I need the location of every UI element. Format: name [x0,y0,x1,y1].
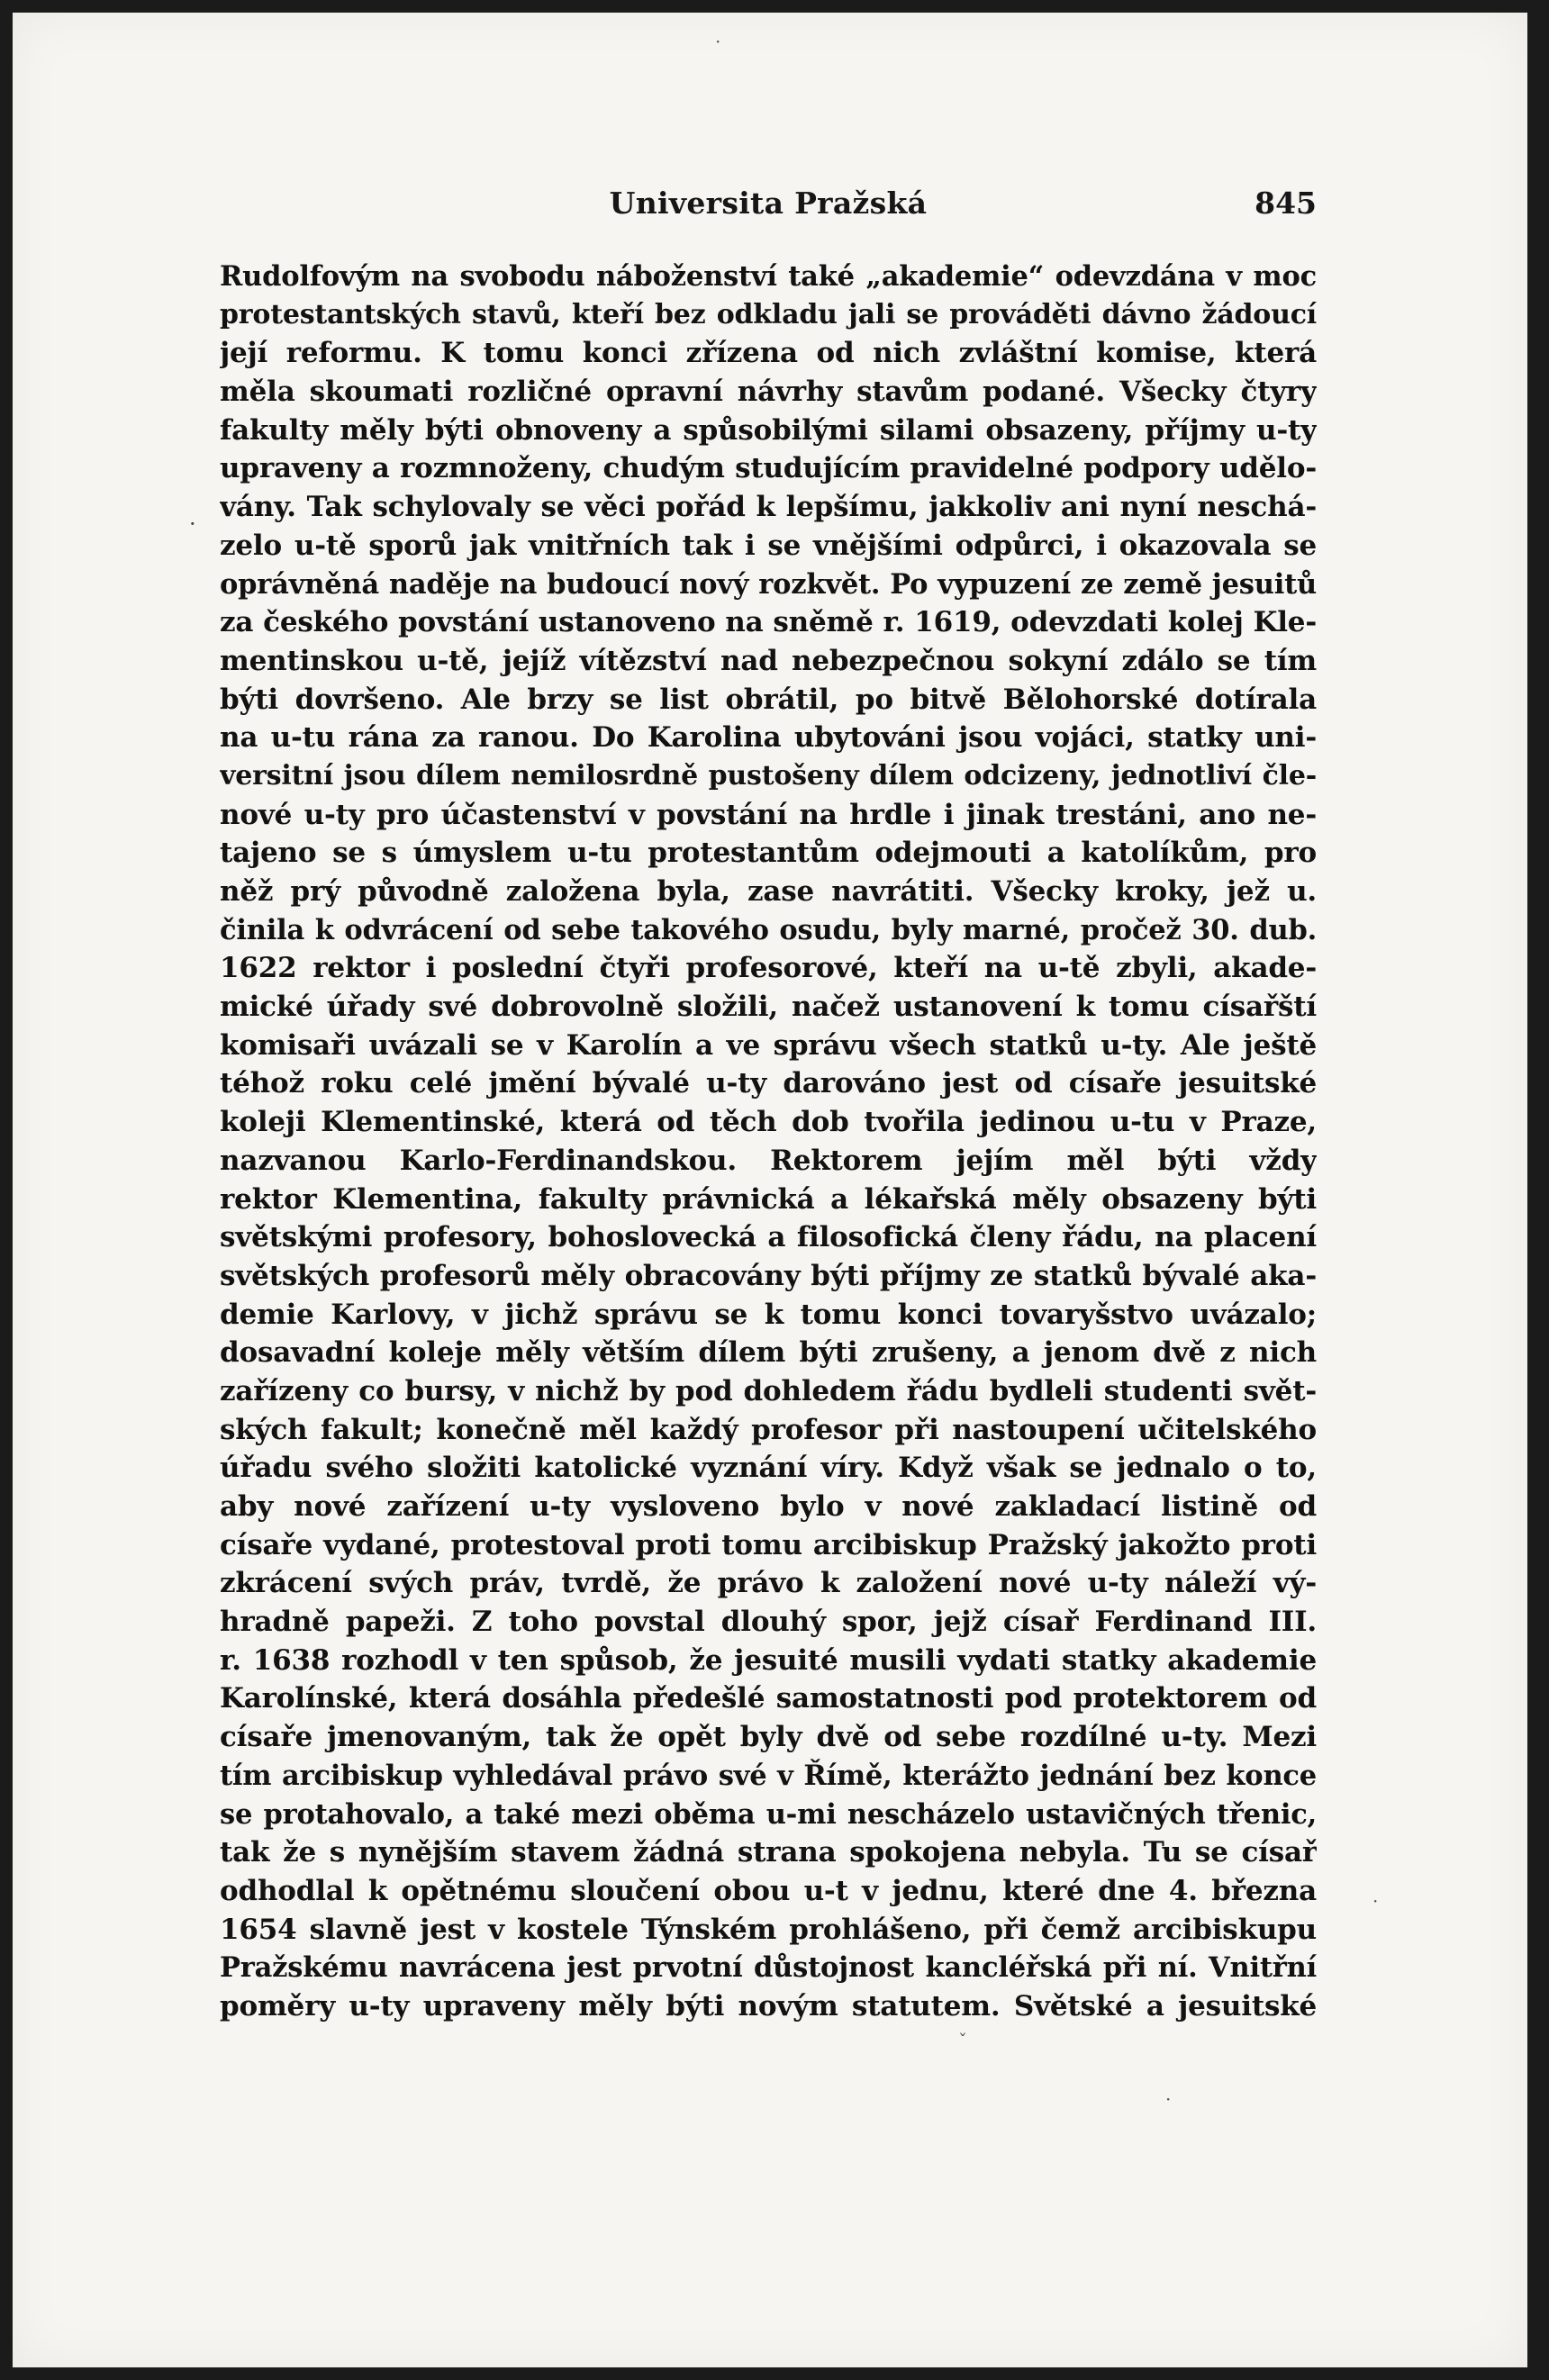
text-line: 1622 rektor i poslední čtyři profesorové, kteří na u-tě zbyli, akade- [220,952,1317,985]
text-line: její reformu. K tomu konci zřízena od nich zvláštní komise, která [220,337,1317,370]
running-title: Universita Pražská [609,186,928,221]
text-line: mické úřady své dobrovolně složili, načež ustanovení k tomu císařští [220,991,1317,1024]
text-line: Karolínské, která dosáhla předešlé samostatnosti pod protektorem od [220,1682,1317,1715]
text-line: na u-tu rána za ranou. Do Karolina ubytováni jsou vojáci, statky uni- [220,721,1317,755]
text-line: býti dovršeno. Ale brzy se list obrátil, po bitvě Bělohorské dotírala [220,683,1317,716]
text-line: tajeno se s úmyslem u-tu protestantům odejmouti a katolíkům, pro [220,837,1317,870]
text-line: hradně papeži. Z toho povstal dlouhý spor, jejž císař Ferdinand III. [220,1606,1317,1639]
text-line: nové u-ty pro účastenství v povstání na hrdle i jinak trestáni, ano ne- [220,798,1317,831]
paper-speck: · [1372,1890,1379,1912]
text-line: nazvanou Karlo-Ferdinandskou. Rektorem jejím měl býti vždy [220,1144,1317,1177]
page-number: 845 [1255,186,1317,221]
page-header [220,186,1317,222]
margin-mark: · [189,511,196,537]
paper-speck: · [1165,2088,1172,2110]
text-line: úřadu svého složiti katolické vyznání víry. Když však se jednalo o to, [220,1452,1317,1485]
text-line: odhodlal k opětnému sloučení obou u-t v jednu, které dne 4. března [220,1874,1317,1907]
text-line: r. 1638 rozhodl v ten spůsob, že jesuité musili vydati statky akademie [220,1643,1317,1677]
text-line: Pražskému navrácena jest prvotní důstojnost kancléřská při ní. Vnitřní [220,1951,1317,1985]
text-line: téhož roku celé jmění bývalé u-ty darováno jest od císaře jesuitské [220,1067,1317,1100]
body-text [220,258,1317,2026]
text-line: se protahovalo, a také mezi oběma u-mi nescházelo ustavičných třenic, [220,1797,1317,1831]
text-line: světskými profesory, bohoslovecká a filosofická členy řádu, na placení [220,1221,1317,1254]
text-line: mentinskou u-tě, jejíž vítězství nad nebezpečnou sokyní zdálo se tím [220,644,1317,677]
text-line: oprávněná naděje na budoucí nový rozkvět. Po vypuzení ze země jesuitů [220,567,1317,601]
text-line: aby nové zařízení u-ty vysloveno bylo v nové zakladací listině od [220,1490,1317,1523]
text-line: fakulty měly býti obnoveny a spůsobilými silami obsazeny, příjmy u-ty [220,413,1317,447]
text-line: Rudolfovým na svobodu náboženství také „akademie“ odevzdána v moc [220,260,1317,293]
text-line: vány. Tak schylovaly se věci pořád k lepšímu, jakkoliv ani nyní neschá- [220,491,1317,524]
text-line: ských fakult; konečně měl každý profesor při nastoupení učitelského [220,1413,1317,1446]
text-line: komisaři uvázali se v Karolín a ve správu všech statků u-ty. Ale ještě [220,1028,1317,1062]
text-line: měla skoumati rozličné opravní návrhy stavům podané. Všecky čtyry [220,376,1317,409]
text-line: císaře jmenovaným, tak že opět byly dvě od sebe rozdílné u-ty. Mezi [220,1721,1317,1754]
text-line: něž prý původně založena byla, zase navrátiti. Všecky kroky, jež u. [220,875,1317,908]
text-line: koleji Klementinské, která od těch dob tvořila jedinou u-tu v Praze, [220,1106,1317,1139]
text-line: zelo u-tě sporů jak vnitřních tak i se vnějšími odpůrci, i okazovala se [220,529,1317,562]
paper-speck: ˇ [958,2030,967,2051]
text-line: činila k odvrácení od sebe takového osudu, byly marné, pročež 30. dub. [220,913,1317,946]
text-line: poměry u-ty upraveny měly býti novým statutem. Světské a jesuitské [220,1989,1317,2023]
text-line: zařízeny co bursy, v nichž by pod dohledem řádu bydleli studenti svět- [220,1374,1317,1407]
text-line: za českého povstání ustanoveno na sněmě r. 1619, odevzdati kolej Kle- [220,606,1317,639]
text-line: světských profesorů měly obracovány býti příjmy ze statků bývalé aka- [220,1259,1317,1292]
text-line: tím arcibiskup vyhledával právo své v Římě, kterážto jednání bez konce [220,1759,1317,1792]
text-line: císaře vydané, protestoval proti tomu arcibiskup Pražský jakožto proti [220,1528,1317,1561]
text-line: zkrácení svých práv, tvrdě, že právo k založení nové u-ty náleží vý- [220,1567,1317,1600]
text-line: dosavadní koleje měly větším dílem býti zrušeny, a jenom dvě z nich [220,1336,1317,1370]
text-line: tak že s nynějším stavem žádná strana spokojena nebyla. Tu se císař [220,1836,1317,1869]
text-line: 1654 slavně jest v kostele Týnském prohlášeno, při čemž arcibiskupu [220,1913,1317,1946]
text-line: upraveny a rozmnoženy, chudým studujícím pravidelné podpory udělo- [220,452,1317,485]
text-line: protestantských stavů, kteří bez odkladu jali se prováděti dávno žádoucí [220,298,1317,330]
text-line: demie Karlovy, v jichž správu se k tomu konci tovaryšstvo uvázalo; [220,1298,1317,1331]
text-line: versitní jsou dílem nemilosrdně pustošeny dílem odcizeny, jednotliví čle- [220,759,1317,792]
paper-speck: · [715,31,721,52]
text-line: rektor Klementina, fakulty právnická a lékařská měly obsazeny býti [220,1182,1317,1216]
